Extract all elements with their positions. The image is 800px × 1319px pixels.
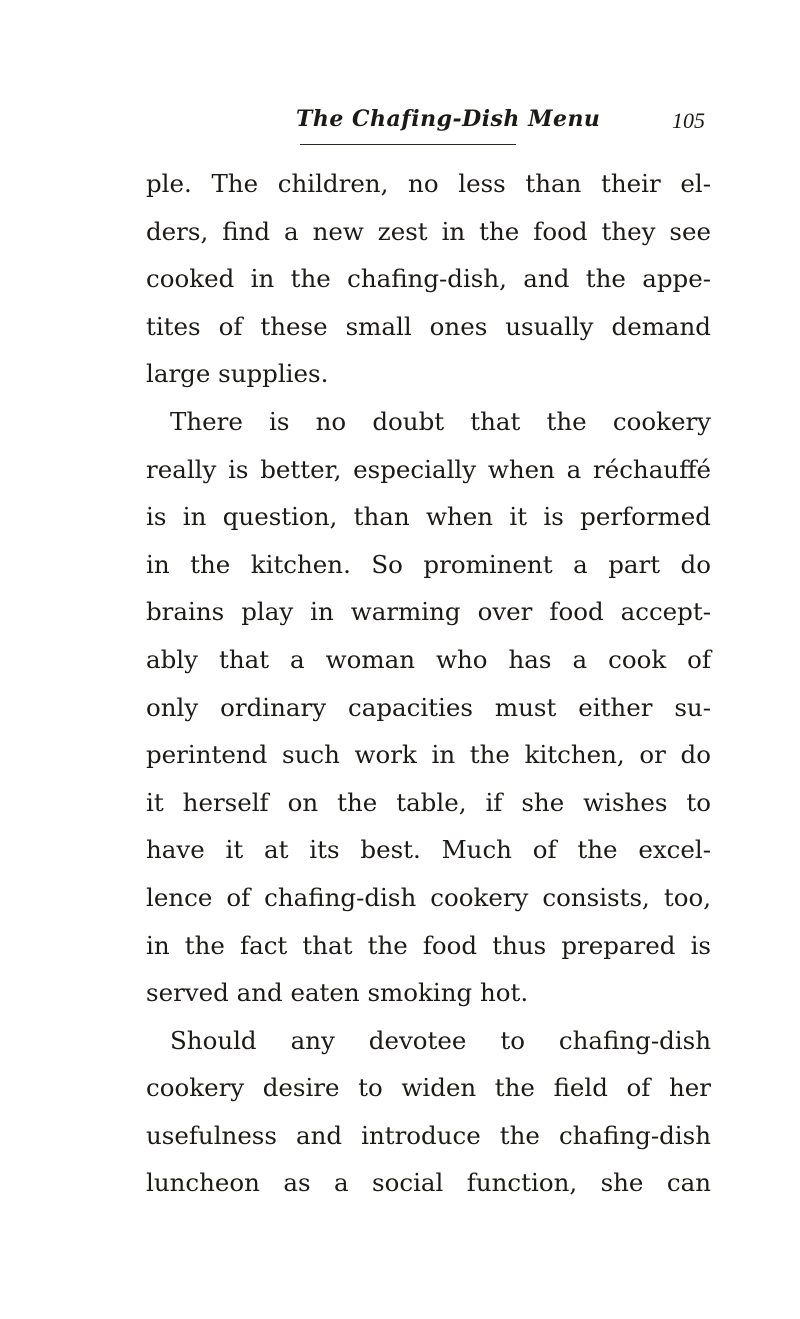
text-line-paragraph-start: There is no doubt that the cookery — [170, 406, 711, 436]
body-text — [146, 160, 711, 1207]
text-line: ably that a woman who has a cook of — [146, 644, 711, 674]
text-line: cooked in the chafing-dish, and the appe- — [146, 264, 711, 294]
text-line: in the fact that the food thus prepared is — [146, 930, 711, 960]
text-line: ders, find a new zest in the food they see — [146, 216, 711, 246]
text-line: ple. The children, no less than their el- — [146, 169, 711, 198]
text-line-paragraph-start: Should any devotee to chafing-dish — [170, 1025, 711, 1055]
text-line: is in question, than when it is performed — [146, 502, 711, 532]
text-line-paragraph-end: served and eaten smoking hot. — [146, 978, 529, 1008]
text-line-paragraph-end: large supplies. — [146, 359, 329, 389]
text-line: tites of these small ones usually demand — [146, 311, 711, 341]
text-line: brains play in warming over food accept- — [146, 597, 711, 627]
text-line: it herself on the table, if she wishes to — [146, 787, 711, 817]
text-line: perintend such work in the kitchen, or do — [146, 740, 711, 770]
text-line: luncheon as a social function, she can — [146, 1168, 711, 1198]
text-line: usefulness and introduce the chafing-dish — [146, 1120, 711, 1150]
text-line: only ordinary capacities must either su- — [146, 692, 711, 722]
running-header — [296, 106, 736, 146]
text-line: lence of chafing-dish cookery consists, too, — [146, 882, 711, 912]
page-number: 105 — [672, 108, 705, 133]
header-rule — [300, 144, 516, 145]
text-line: in the kitchen. So prominent a part do — [146, 549, 711, 579]
running-title: The Chafing-Dish Menu — [296, 106, 601, 132]
text-line: really is better, especially when a réchauffé — [146, 454, 711, 484]
text-line: cookery desire to widen the field of her — [146, 1073, 711, 1103]
text-line: have it at its best. Much of the excel- — [146, 835, 711, 865]
